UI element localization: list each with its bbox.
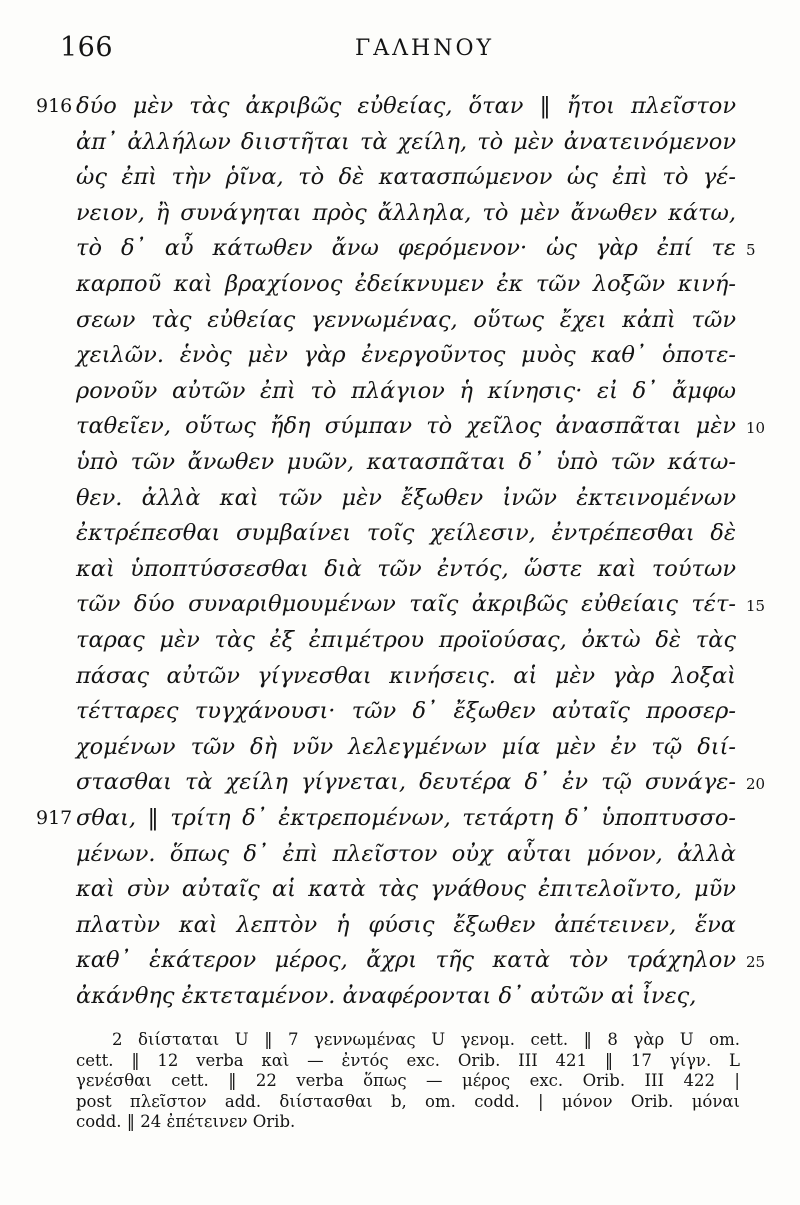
edition-page-ref: 917 bbox=[36, 807, 73, 829]
text-line: θεν. ἀλλὰ καὶ τῶν μὲν ἔξωθεν ἰνῶν ἐκτεινομένων bbox=[76, 484, 736, 511]
text-line: ρονοῦν αὐτῶν ἐπὶ τὸ πλάγιον ἡ κίνησις· εἰ δ᾽ ἄμφω bbox=[76, 377, 736, 404]
apparatus-line: codd. ‖ 24 ἐπέτεινεν Orib. bbox=[76, 1112, 296, 1131]
apparatus-line: 2 διίσταται U ‖ 7 γεννωμένας U γενομ. cett. ‖ 8 γὰρ U om. bbox=[112, 1030, 740, 1049]
text-line: ὡς ἐπὶ τὴν ῥῖνα, τὸ δὲ κατασπώμενον ὡς ἐπὶ τὸ γέ- bbox=[76, 164, 736, 191]
apparatus-line: post πλεῖστον add. διίστασθαι b, om. codd. | μόνον Orib. μόναι bbox=[76, 1091, 740, 1111]
text-line: χομένων τῶν δὴ νῦν λελεγμένων μία μὲν ἐν τῷ διί- bbox=[76, 733, 736, 760]
text-line: ἀπ᾽ ἀλλήλων διιστῆται τὰ χείλη, τὸ μὲν ἀνατεινόμενον bbox=[76, 128, 736, 155]
text-line: ταρας μὲν τὰς ἐξ ἐπιμέτρου προϊούσας, ὀκτὼ δὲ τὰς bbox=[76, 627, 736, 653]
text-line: δύο μὲν τὰς ἀκριβῶς εὐθείας, ὅταν ‖ ἤτοι πλεῖστον bbox=[76, 93, 736, 119]
edition-page-ref: 916 bbox=[36, 95, 73, 117]
text-line: καὶ σὺν αὐταῖς αἱ κατὰ τὰς γνάθους ἐπιτελοῖντο, μῦν bbox=[76, 876, 736, 903]
text-line: ἐκτρέπεσθαι συμβαίνει τοῖς χείλεσιν, ἐντρέπεσθαι δὲ bbox=[76, 520, 736, 547]
text-line: πάσας αὐτῶν γίγνεσθαι κινήσεις. αἱ μὲν γὰρ λοξαὶ bbox=[76, 662, 736, 689]
line-number: 25 bbox=[746, 953, 766, 972]
text-line: σθαι, ‖ τρίτη δ᾽ ἐκτρεπομένων, τετάρτη δ᾽ ὑποπτυσσο- bbox=[76, 805, 736, 831]
text-line: νειον, ἢ συνάγηται πρὸς ἄλληλα, τὸ μὲν ἄνωθεν κάτω, bbox=[76, 199, 736, 226]
page-number: 166 bbox=[60, 32, 114, 63]
line-number: 15 bbox=[746, 597, 766, 616]
text-line: καθ᾽ ἑκάτερον μέρος, ἄχρι τῆς κατὰ τὸν τράχηλον bbox=[76, 947, 736, 974]
text-line: τὸ δ᾽ αὖ κάτωθεν ἄνω φερόμενον· ὡς γὰρ ἐπί τε bbox=[76, 235, 736, 262]
text-line: καὶ ὑποπτύσσεσθαι διὰ τῶν ἐντός, ὥστε καὶ τούτων bbox=[76, 555, 736, 582]
apparatus-line: cett. ‖ 12 verba καὶ — ἐντός exc. Orib. III 421 ‖ 17 γίγν. L bbox=[76, 1050, 740, 1070]
text-line: πλατὺν καὶ λεπτὸν ἡ φύσις ἔξωθεν ἀπέτεινεν, ἕνα bbox=[76, 911, 736, 938]
text-line: χειλῶν. ἑνὸς μὲν γὰρ ἐνεργοῦντος μυὸς καθ᾽ ὁποτε- bbox=[76, 342, 736, 369]
text-line: μένων. ὅπως δ᾽ ἐπὶ πλεῖστον οὐχ αὗται μόνον, ἀλλὰ bbox=[76, 840, 736, 867]
text-line: σεων τὰς εὐθείας γεννωμένας, οὕτως ἔχει κἀπὶ τῶν bbox=[76, 306, 736, 333]
text-line: ἀκάνθης ἐκτεταμένον. ἀναφέρονται δ᾽ αὐτῶν αἱ ἶνες, bbox=[76, 983, 697, 1009]
text-line: τῶν δύο συναριθμουμένων ταῖς ἀκριβῶς εὐθείαις τέτ- bbox=[76, 591, 736, 618]
text-line: ὑπὸ τῶν ἄνωθεν μυῶν, κατασπᾶται δ᾽ ὑπὸ τῶν κάτω- bbox=[76, 449, 736, 475]
critical-apparatus bbox=[76, 1030, 740, 1133]
text-line: ταθεῖεν, οὕτως ἤδη σύμπαν τὸ χεῖλος ἀνασπᾶται μὲν bbox=[76, 413, 736, 440]
text-line: τέτταρες τυγχάνουσι· τῶν δ᾽ ἔξωθεν αὐταῖς προσερ- bbox=[76, 698, 736, 725]
line-number: 20 bbox=[746, 775, 766, 794]
line-number: 5 bbox=[746, 241, 756, 260]
apparatus-line: γενέσθαι cett. ‖ 22 verba ὅπως — μέρος exc. Orib. III 422 | bbox=[76, 1071, 740, 1090]
text-line: καρποῦ καὶ βραχίονος ἐδείκνυμεν ἐκ τῶν λοξῶν κινή- bbox=[76, 271, 736, 297]
text-line: στασθαι τὰ χείλη γίγνεται, δευτέρα δ᾽ ἐν τῷ συνάγε- bbox=[76, 769, 736, 796]
line-number: 10 bbox=[746, 419, 766, 438]
running-head: ΓΑΛΗΝΟΥ bbox=[355, 36, 495, 61]
